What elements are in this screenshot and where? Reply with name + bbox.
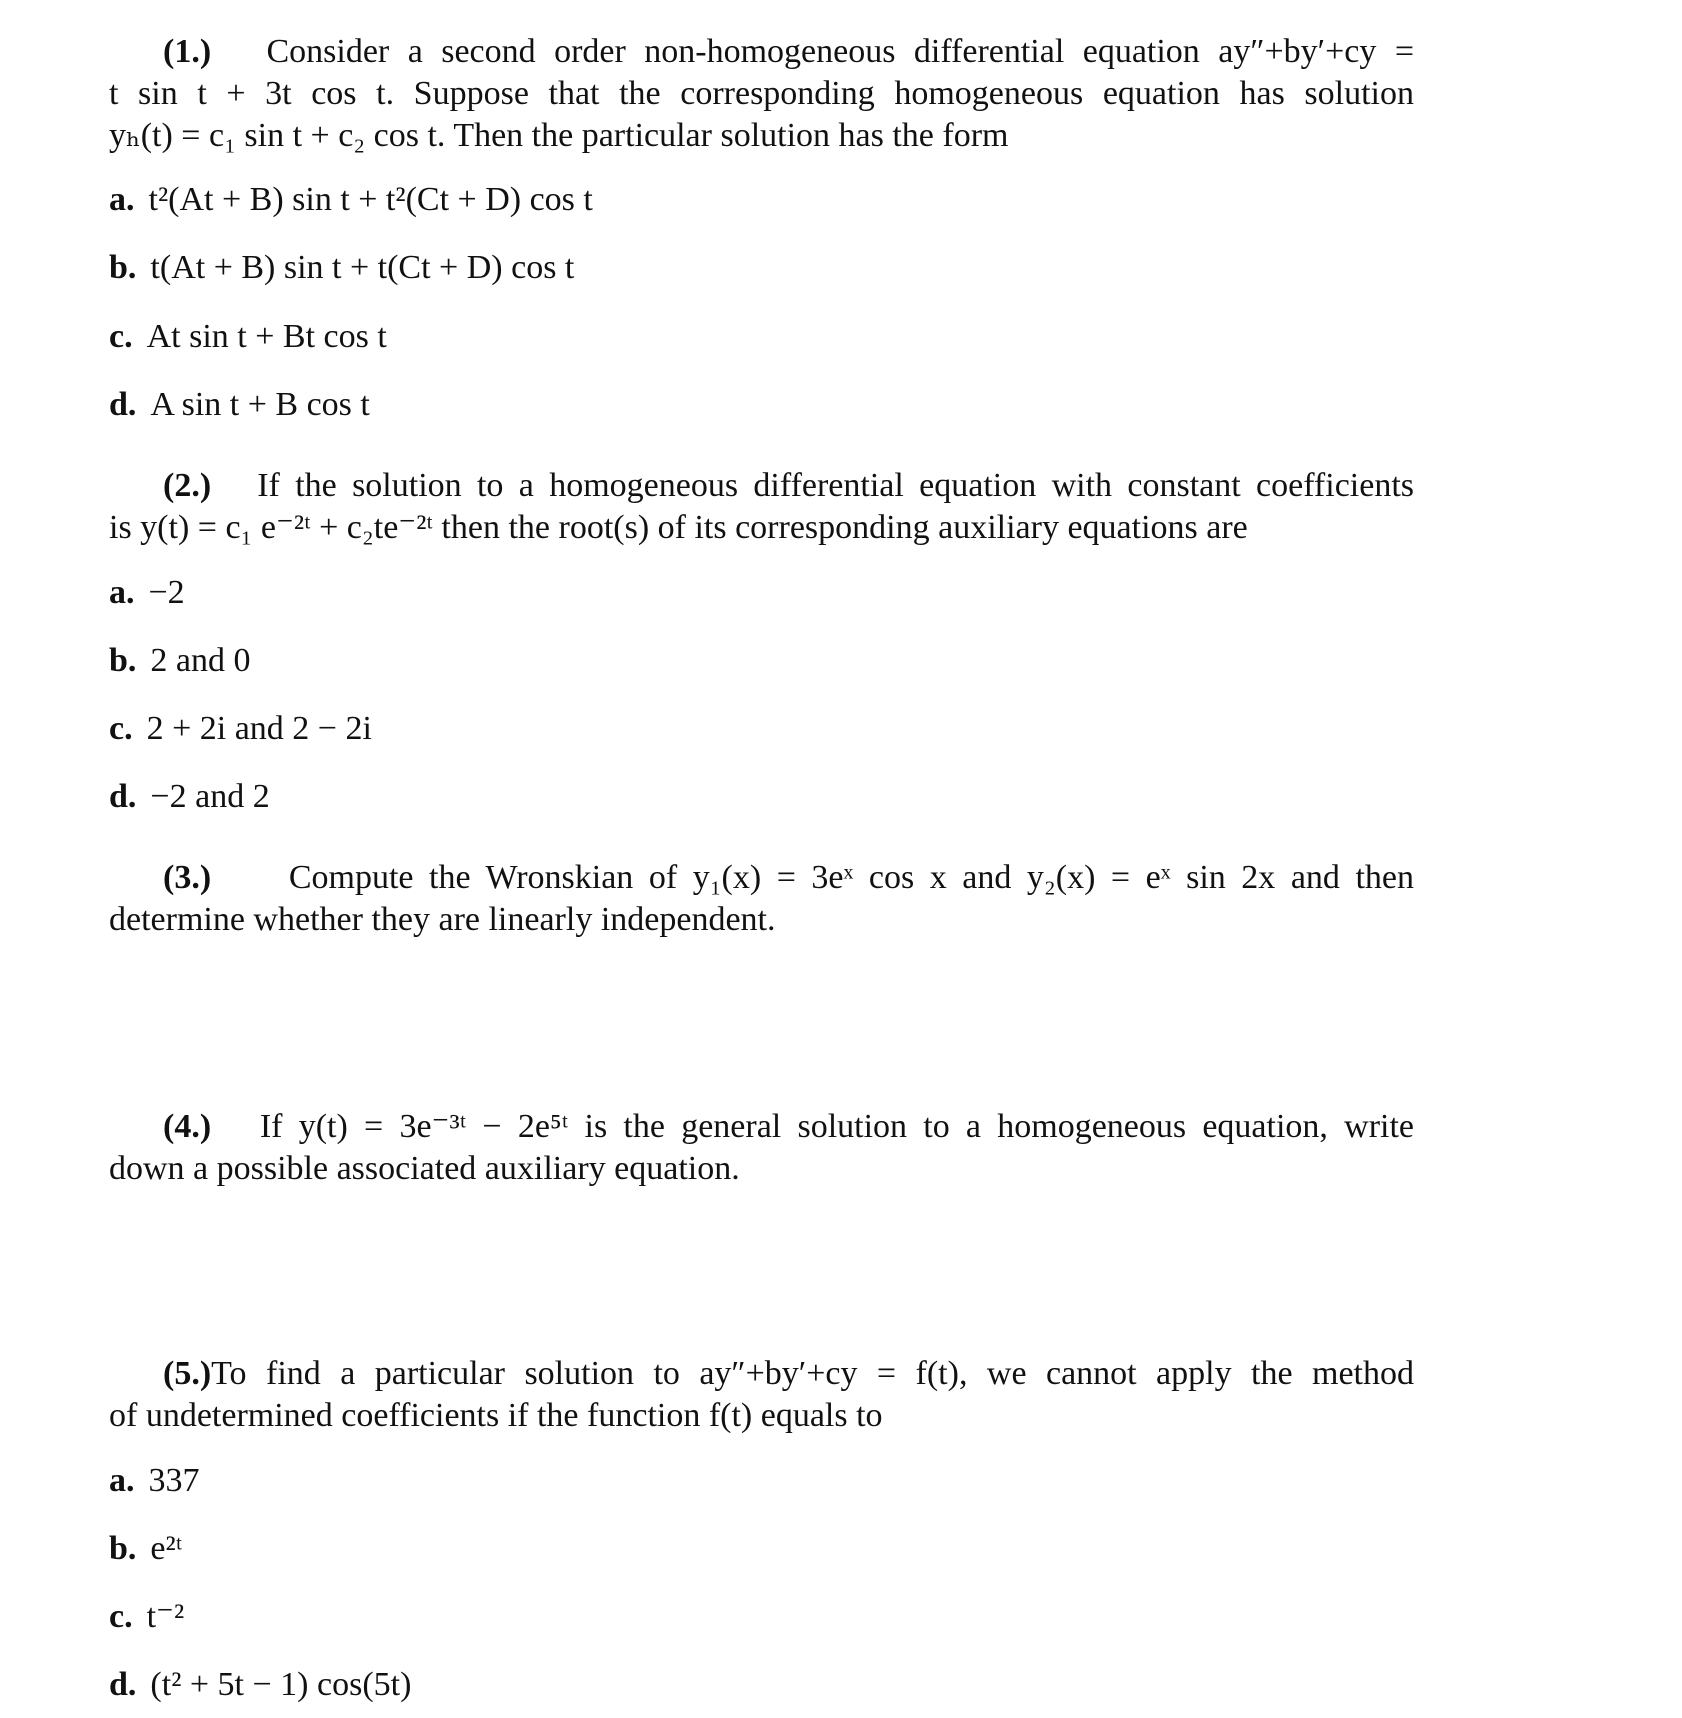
q3-line2: determine whether they are linearly independent.	[109, 901, 776, 938]
q4-number: (4.)	[163, 1108, 212, 1145]
q1-option-b: b. t(At + B) sin t + t(Ct + D) cos t	[109, 249, 575, 286]
q3-line1	[109, 857, 1414, 899]
q5-option-b: b. e²ᵗ	[109, 1530, 183, 1567]
q1-line2: t sin t + 3t cos t. Suppose that the corresponding homogeneous equation has solution	[109, 75, 1414, 112]
q5-option-a: a. 337	[109, 1462, 200, 1499]
q4-line1	[109, 1106, 1414, 1148]
q2-line2: is y(t) = c₁ e⁻²ᵗ + c₂te⁻²ᵗ then the root(s) of its corresponding auxiliary equations are	[109, 509, 1248, 546]
q1-option-c: c. At sin t + Bt cos t	[109, 318, 387, 355]
q5-number: (5.)	[163, 1355, 212, 1392]
q5-text-1: To find a particular solution to ay″+by′+cy = f(t), we cannot apply the method	[211, 1355, 1414, 1392]
q2-option-d: d. −2 and 2	[109, 778, 270, 815]
q2-text-1: If the solution to a homogeneous differential equation with constant coefficients	[257, 467, 1415, 504]
q3-number: (3.)	[163, 859, 212, 896]
q1-line3: yₕ(t) = c₁ sin t + c₂ cos t. Then the particular solution has the form	[109, 117, 1009, 154]
q2-line1	[109, 465, 1414, 507]
q1-text-1: Consider a second order non-homogeneous differential equation ay″+by′+cy =	[266, 33, 1414, 70]
q5-option-d: d. (t² + 5t − 1) cos(5t)	[109, 1666, 412, 1703]
q2-number: (2.)	[163, 467, 212, 504]
q2-option-c: c. 2 + 2i and 2 − 2i	[109, 710, 372, 747]
q1-option-d: d. A sin t + B cos t	[109, 386, 370, 423]
q1-number: (1.)	[163, 33, 212, 70]
q5-option-c: c. t⁻²	[109, 1598, 185, 1635]
q2-option-a: a. −2	[109, 574, 185, 611]
q4-line2: down a possible associated auxiliary equation.	[109, 1150, 740, 1187]
q1-line1	[109, 31, 1414, 73]
q1-option-a: a. t²(At + B) sin t + t²(Ct + D) cos t	[109, 181, 593, 218]
q3-text-1: Compute the Wronskian of y₁(x) = 3eˣ cos x and y₂(x) = eˣ sin 2x and then	[288, 859, 1414, 896]
q5-line2: of undetermined coefficients if the function f(t) equals to	[109, 1397, 883, 1434]
q5-line1	[109, 1353, 1414, 1395]
q2-option-b: b. 2 and 0	[109, 642, 251, 679]
q4-text-1: If y(t) = 3e⁻³ᵗ − 2e⁵ᵗ is the general solution to a homogeneous equation, write	[259, 1108, 1415, 1145]
